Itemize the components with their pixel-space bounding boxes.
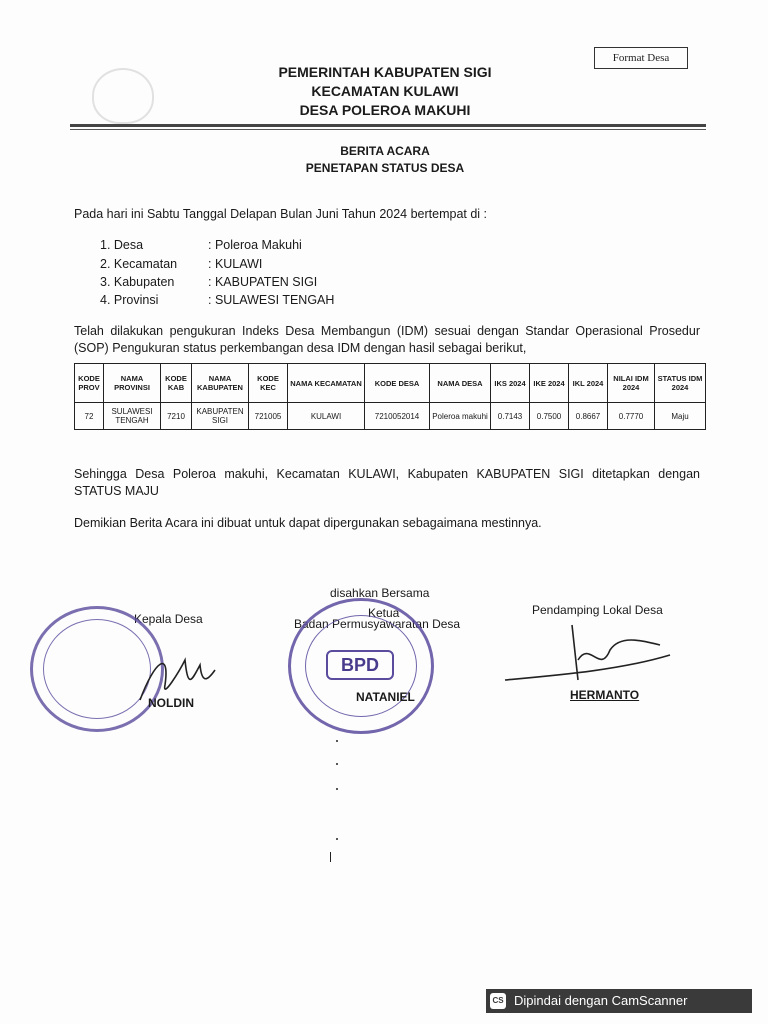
- bpd-logo: BPD: [326, 650, 394, 680]
- table-cell: Maju: [655, 403, 706, 430]
- table-cell: 721005: [249, 403, 288, 430]
- location-item: [100, 275, 317, 289]
- pld-name: HERMANTO: [570, 688, 640, 702]
- location-value: : KABUPATEN SIGI: [208, 275, 318, 289]
- table-cell: SULAWESI TENGAH: [104, 403, 161, 430]
- location-item: [100, 257, 262, 271]
- letterhead: [140, 63, 630, 120]
- ketua-label: Ketua: [368, 606, 400, 620]
- bpd-name: NATANIEL: [356, 690, 415, 704]
- scan-dot: [336, 763, 338, 765]
- location-value: : KULAWI: [208, 257, 263, 271]
- title-line-1: BERITA ACARA: [340, 144, 430, 158]
- location-value: : SULAWESI TENGAH: [208, 293, 335, 307]
- header-cell: NAMA KECAMATAN: [288, 364, 365, 403]
- table-cell: 0.7500: [530, 403, 569, 430]
- idm-table: [74, 363, 706, 430]
- paragraph-closing: Demikian Berita Acara ini dibuat untuk dapat dipergunakan sebagaimana mestinnya.: [74, 516, 542, 530]
- kades-name: NOLDIN: [148, 696, 194, 710]
- intro-text: Pada hari ini Sabtu Tanggal Delapan Bulan Juni Tahun 2024 bertempat di :: [74, 207, 488, 221]
- header-cell: KODE DESA: [365, 364, 430, 403]
- location-label: 4. Provinsi: [100, 293, 159, 307]
- header-cell: NAMA PROVINSI: [104, 364, 161, 403]
- header-cell: STATUS IDM 2024: [655, 364, 706, 403]
- header-cell: KODE KEC: [249, 364, 288, 403]
- location-label: 3. Kabupaten: [100, 275, 175, 289]
- header-cell: KODE PROV: [75, 364, 104, 403]
- location-item: [100, 293, 334, 307]
- scan-dot: [336, 838, 338, 840]
- letterhead-line-2: KECAMATAN KULAWI: [311, 83, 459, 99]
- format-desa-label: Format Desa: [594, 47, 688, 69]
- paragraph-idm-measurement: Telah dilakukan pengukuran Indeks Desa Membangun (IDM) sesuai dengan Standar Operasional Prosedur (SOP) Pengukuran status perkembangan desa IDM dengan hasil sebagai berikut,: [74, 324, 700, 355]
- title-line-2: PENETAPAN STATUS DESA: [305, 161, 465, 175]
- header-rule-thick: [70, 124, 706, 127]
- camscanner-text: Dipindai dengan CamScanner: [514, 993, 688, 1008]
- header-cell: IKE 2024: [530, 364, 569, 403]
- paragraph-status-decision: Sehingga Desa Poleroa makuhi, Kecamatan KULAWI, Kabupaten KABUPATEN SIGI ditetapkan dengan STATUS MAJU: [74, 467, 700, 498]
- scan-dot: [336, 788, 338, 790]
- location-value: : Poleroa Makuhi: [208, 238, 302, 252]
- location-item: [100, 238, 302, 252]
- location-label: 1. Desa: [100, 238, 144, 252]
- table-cell: Poleroa makuhi: [430, 403, 491, 430]
- table-cell: 7210052014: [365, 403, 430, 430]
- document-title: [140, 143, 630, 177]
- header-rule-thin: [70, 129, 706, 130]
- header-cell: NAMA KABUPATEN: [192, 364, 249, 403]
- letterhead-line-3: DESA POLEROA MAKUHI: [299, 102, 471, 118]
- pld-title: Pendamping Lokal Desa: [532, 603, 663, 617]
- table-cell: 72: [75, 403, 104, 430]
- header-cell: IKS 2024: [491, 364, 530, 403]
- table-cell: 0.7143: [491, 403, 530, 430]
- camscanner-logo-icon: CS: [490, 993, 506, 1009]
- scan-dot: [336, 740, 338, 742]
- table-cell: 0.8667: [569, 403, 608, 430]
- header-cell: NAMA DESA: [430, 364, 491, 403]
- camscanner-watermark: [486, 989, 752, 1013]
- header-cell: IKL 2024: [569, 364, 608, 403]
- header-cell: NILAI IDM 2024: [608, 364, 655, 403]
- table-header-row: [75, 364, 706, 403]
- bpd-title: Badan Permusyawaratan Desa: [294, 617, 461, 631]
- table-cell: 0.7770: [608, 403, 655, 430]
- table-cell: 7210: [161, 403, 192, 430]
- disahkan-label: disahkan Bersama: [330, 586, 430, 600]
- table-row: [75, 403, 706, 430]
- location-label: 2. Kecamatan: [100, 257, 178, 271]
- header-cell: KODE KAB: [161, 364, 192, 403]
- letterhead-line-1: PEMERINTAH KABUPATEN SIGI: [278, 64, 492, 80]
- table-cell: KABUPATEN SIGI: [192, 403, 249, 430]
- pld-signature-icon: [500, 620, 680, 690]
- kades-title: Kepala Desa: [134, 612, 203, 626]
- scan-mark: [330, 852, 331, 862]
- table-cell: KULAWI: [288, 403, 365, 430]
